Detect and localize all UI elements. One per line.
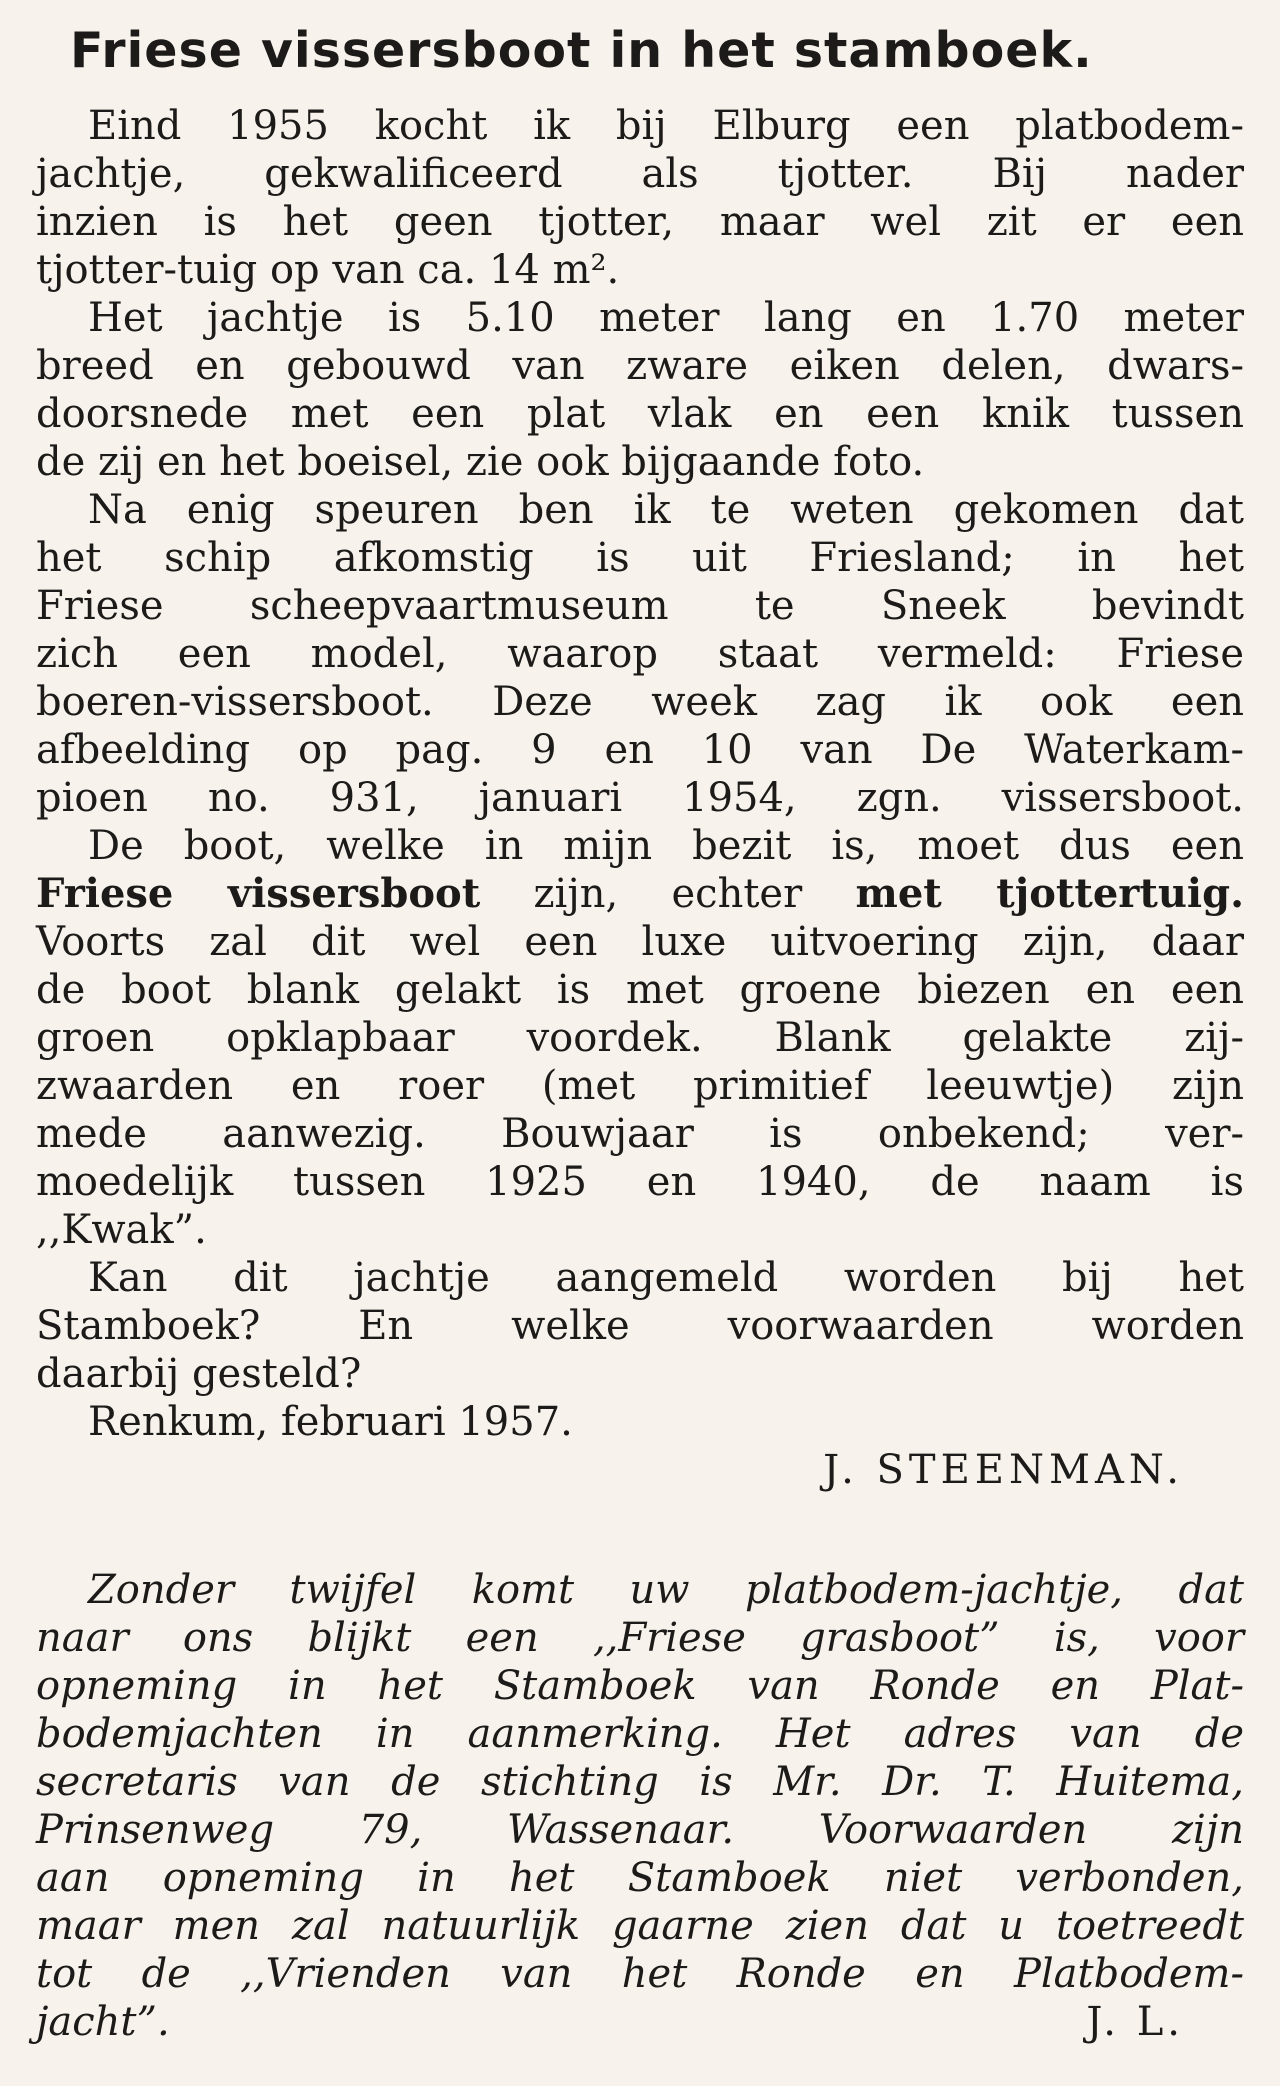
editor-reply [36,1566,1244,2046]
letter-line: Na enig speuren ben ik te weten gekomen dat [88,487,1244,533]
reply-line: opneming in het Stamboek van Ronde en Plat- [36,1663,1244,1709]
letter-line: boeren-vissersboot. Deze week zag ik ook een [36,679,1244,725]
letter-line: zwaarden en roer (met primitief leeuwtje) zijn [36,1063,1244,1109]
reply-line: secretaris van de stichting is Mr. Dr. T. Huitema, [36,1759,1244,1805]
reply-line: aan opneming in het Stamboek niet verbonden, [36,1855,1244,1901]
reply-line: jacht”. [36,1999,170,2045]
letter-line: Stamboek? En welke voorwaarden worden [36,1303,1244,1349]
bold-phrase: met tjottertuig. [855,870,1244,917]
letter-line: tjotter-tuig op van ca. 14 m². [36,247,620,293]
letter-line: het schip afkomstig is uit Friesland; in het [36,535,1244,581]
letter-line: afbeelding op pag. 9 en 10 van De Waterkam- [36,727,1244,773]
bold-phrase: Friese vissersboot [36,870,481,917]
reply-line: maar men zal natuurlijk gaarne zien dat u toetreedt [36,1903,1244,1949]
reply-line: bodemjachten in aanmerking. Het adres van de [36,1711,1244,1757]
letter-line: mede aanwezig. Bouwjaar is onbekend; ver- [36,1111,1244,1157]
letter-body [36,102,1244,1446]
reply-line: tot de ,,Vrienden van het Ronde en Platbodem- [36,1951,1244,1997]
reply-last-line [36,1998,1244,2046]
letter-line: Het jachtje is 5.10 meter lang en 1.70 meter [88,295,1244,341]
letter-line: Voorts zal dit wel een luxe uitvoering zijn, daar [36,919,1244,965]
letter-line: de zij en het boeisel, zie ook bijgaande foto. [36,439,925,485]
letter-line-bold [36,870,1244,918]
reply-signature: J. L. [1086,1999,1184,2045]
reply-line: Prinsenweg 79, Wassenaar. Voorwaarden zijn [36,1807,1244,1853]
article-title: Friese vissersboot in het stamboek. [70,22,1093,79]
letter-line: de boot blank gelakt is met groene biezen en een [36,967,1244,1013]
letter-line: zich een model, waarop staat vermeld: Friese [36,631,1244,677]
letter-line: groen opklapbaar voordek. Blank gelakte zij- [36,1015,1244,1061]
letter-line: ,,Kwak”. [36,1207,207,1253]
letter-line: daarbij gesteld? [36,1351,362,1397]
letter-line: Eind 1955 kocht ik bij Elburg een platbodem- [88,103,1244,149]
letter-line: inzien is het geen tjotter, maar wel zit er een [36,199,1244,245]
letter-line: De boot, welke in mijn bezit is, moet dus een [88,823,1244,869]
letter-signature: J. STEENMAN. [823,1447,1184,1493]
letter-line: Renkum, februari 1957. [88,1399,573,1445]
reply-line: Zonder twijfel komt uw platbodem-jachtje, dat [88,1567,1244,1613]
letter-line: breed en gebouwd van zware eiken delen, dwars- [36,343,1244,389]
letter-line: Friese scheepvaartmuseum te Sneek bevindt [36,583,1244,629]
letter-line: moedelijk tussen 1925 en 1940, de naam is [36,1159,1244,1205]
letter-line: pioen no. 931, januari 1954, zgn. vissersboot. [36,775,1244,821]
plain-phrase: zijn, echter [480,871,856,917]
reply-line: naar ons blijkt een ,,Friese grasboot” is, voor [36,1615,1244,1661]
letter-line: jachtje, gekwalificeerd als tjotter. Bij nader [36,151,1244,197]
letter-line: Kan dit jachtje aangemeld worden bij het [88,1255,1244,1301]
letter-line: doorsnede met een plat vlak en een knik tussen [36,391,1244,437]
